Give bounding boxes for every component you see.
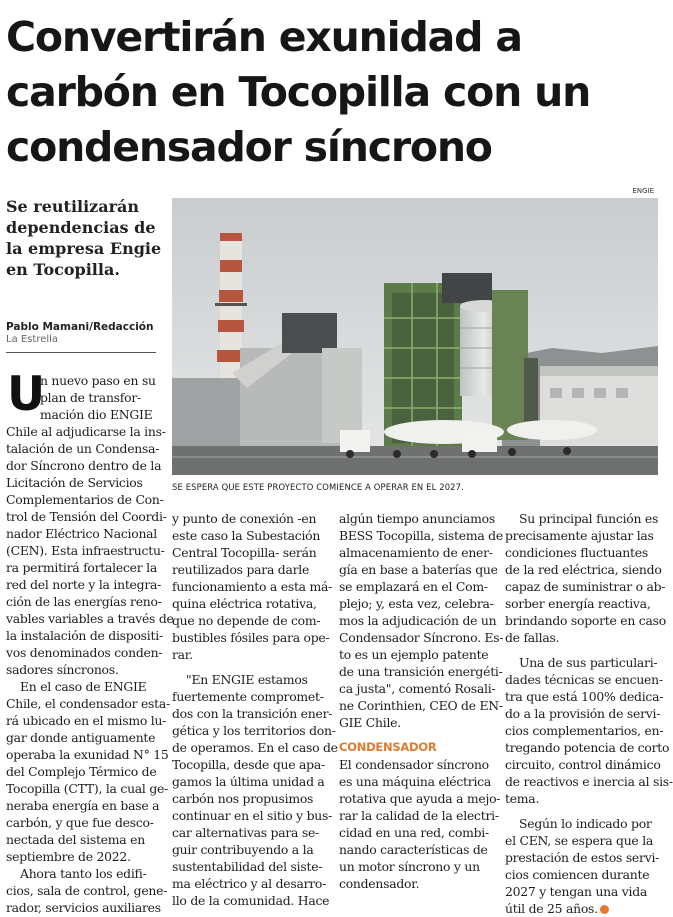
- article-column-2: [172, 510, 338, 909]
- article-text-line: rador, servicios auxiliares: [6, 900, 161, 915]
- article-text-line: brindando soporte en caso: [505, 613, 666, 628]
- article-text-line: plan de transfor-: [40, 390, 141, 405]
- article-text-line: ca justa", comentó Rosali-: [339, 681, 496, 696]
- article-text-line: funcionamiento a esta má-: [172, 579, 333, 594]
- article-text-line: dades técnicas se encuen-: [505, 672, 663, 687]
- article-text-line: red del norte y la integra-: [6, 577, 162, 592]
- paragraph-gap: [505, 807, 659, 815]
- photo-credit: ENGIE: [632, 187, 654, 195]
- article-text-line: bustibles fósiles para ope-: [172, 630, 330, 645]
- article-text-line: quina eléctrica rotativa,: [172, 596, 317, 611]
- article-text-line: guir contribuyendo a la: [172, 842, 314, 857]
- subhead-line: la empresa Engie: [6, 239, 162, 258]
- article-text-line: cios comiencen durante: [505, 867, 650, 882]
- article-text-line: de operamos. En el caso de: [172, 740, 338, 755]
- article-text-line: continuar en el sitio y bus-: [172, 808, 333, 823]
- headline-line-2: carbón en Tocopilla con un: [6, 68, 591, 116]
- paragraph-gap: [172, 663, 325, 671]
- article-text-line: Chile, el condensador esta-: [6, 696, 170, 711]
- article-text-line: útil de 25 años.: [505, 900, 659, 917]
- article-text-line: de reactivos e inercia al sis-: [505, 774, 673, 789]
- article-column-4: [505, 510, 673, 917]
- article-text-line: cios complementarios, en-: [505, 723, 664, 738]
- article-text-line: cios, sala de control, gene-: [6, 883, 168, 898]
- article-text-line: precisamente ajustar las: [505, 528, 654, 543]
- article-text-line: almacenamiento de ener-: [339, 545, 493, 560]
- article-text-line: nectada del sistema en: [6, 832, 145, 847]
- article-text-line: la instalación de dispositi-: [6, 628, 163, 643]
- article-text-line: carbón nos propusimos: [172, 791, 314, 806]
- article-text-line: plejo; y, esta vez, celebra-: [339, 596, 494, 611]
- article-text-line: trol de Tensión del Coordi-: [6, 509, 167, 524]
- article-text-line: ne Corinthien, CEO de EN-: [339, 698, 503, 713]
- article-text-line: Central Tocopilla- serán: [172, 545, 317, 560]
- section-title: CONDENSADOR: [339, 740, 437, 754]
- article-text-line: de una transición energéti-: [339, 664, 503, 679]
- article-text-line: el CEN, se espera que la: [505, 833, 654, 848]
- article-text-line: (CEN). Esta infraestructu-: [6, 543, 165, 558]
- article-text-line: car alternativas para se-: [172, 825, 319, 840]
- article-text-line: condiciones fluctuantes: [505, 545, 648, 560]
- headline: [6, 10, 658, 175]
- article-text-line: rá ubicado en el mismo lu-: [6, 713, 167, 728]
- article-text-line: es una máquina eléctrica: [339, 774, 491, 789]
- article-text-line: Una de sus particulari-: [519, 655, 658, 670]
- byline-outlet: La Estrella: [6, 334, 59, 345]
- article-text-line: gía en base a baterías que: [339, 562, 498, 577]
- article-text-line: ción de las energías reno-: [6, 594, 162, 609]
- article-text-line: Complementarios de Con-: [6, 492, 164, 507]
- byline-author: Pablo Mamani/Redacción: [6, 321, 154, 333]
- article-text-line: n nuevo paso en su: [40, 373, 156, 388]
- article-text-line: mos la adjudicación de un: [339, 613, 497, 628]
- article-text-line: gar donde antiguamente: [6, 730, 156, 745]
- article-text-line: Tocopilla, desde que apa-: [172, 757, 325, 772]
- article-text-line: Condensador Síncrono. Es-: [339, 630, 504, 645]
- power-plant-photo: [172, 198, 658, 475]
- drop-cap: U: [7, 367, 46, 422]
- article-text-line: rar.: [172, 647, 193, 662]
- article-text-line: mación dio ENGIE: [40, 407, 153, 422]
- subheadline: [6, 196, 166, 280]
- article-text-line: carbón, y que fue desco-: [6, 815, 154, 830]
- article-text-line: de la red eléctrica, siendo: [505, 562, 662, 577]
- byline: [6, 321, 156, 345]
- article-text-line: y punto de conexión -en: [172, 511, 317, 526]
- article-text-line: gética y los territorios don-: [172, 723, 336, 738]
- headline-line-3: condensador síncrono: [6, 123, 492, 171]
- article-text-line: llo de la comunidad. Hace: [172, 893, 330, 908]
- article-text-line: gamos la última unidad a: [172, 774, 325, 789]
- article-text-line: algún tiempo anunciamos: [339, 511, 495, 526]
- photo-caption: SE ESPERA QUE ESTE PROYECTO COMIENCE A OPERAR EN EL 2027.: [172, 482, 464, 492]
- article-text-line: prestación de estos servi-: [505, 850, 660, 865]
- article-text-line: neraba energía en base a: [6, 798, 160, 813]
- headline-line-1: Convertirán exunidad a: [6, 13, 522, 61]
- article-text-line: sadores síncronos.: [6, 662, 119, 677]
- article-text-line: "En ENGIE estamos: [186, 672, 308, 687]
- article-text-line: ma eléctrico y al desarro-: [172, 876, 327, 891]
- article-text-line: un motor síncrono y un: [339, 859, 480, 874]
- article-text-line: El condensador síncrono: [339, 757, 489, 772]
- subhead-line: Se reutilizarán: [6, 197, 140, 216]
- article-text-line: que no depende de com-: [172, 613, 321, 628]
- article-text-line: fuertemente compromet-: [172, 689, 324, 704]
- article-text-line: condensador.: [339, 876, 420, 891]
- article-text-line: to es un ejemplo patente: [339, 647, 489, 662]
- article-text-line: 2027 y tengan una vida: [505, 884, 648, 899]
- article-text-line: sorber energía reactiva,: [505, 596, 651, 611]
- article-text-line: este caso la Subestación: [172, 528, 321, 543]
- article-text-line: Su principal función es: [519, 511, 659, 526]
- article-text-line: Chile al adjudicarse la ins-: [6, 424, 166, 439]
- article-text-line: Según lo indicado por: [519, 816, 652, 831]
- article-text-line: tema.: [505, 791, 540, 806]
- article-text-line: rotativa que ayuda a mejo-: [339, 791, 501, 806]
- article-text-line: capaz de suministrar o ab-: [505, 579, 666, 594]
- subhead-line: en Tocopilla.: [6, 260, 120, 279]
- article-text-line: septiembre de 2022.: [6, 849, 131, 864]
- article-text-line: reutilizados para darle: [172, 562, 310, 577]
- article-text-line: se emplazará en el Com-: [339, 579, 488, 594]
- article-text-line: Tocopilla (CTT), la cual ge-: [6, 781, 169, 796]
- subhead-line: dependencias de: [6, 218, 156, 237]
- article-text-line: talación de un Condensa-: [6, 441, 160, 456]
- article-text-line: GIE Chile.: [339, 715, 401, 730]
- article-column-3: [339, 510, 504, 892]
- article-text-line: ra permitirá fortalecer la: [6, 560, 157, 575]
- article-text-line: tra que está 100% dedica-: [505, 689, 664, 704]
- article-text-line: tregando potencia de corto: [505, 740, 670, 755]
- article-text-line: sustentabilidad del siste-: [172, 859, 323, 874]
- article-text-line: Licitación de Servicios: [6, 475, 143, 490]
- article-text-line: nador Eléctrico Nacional: [6, 526, 158, 541]
- article-text-line: vos denominados conden-: [6, 645, 163, 660]
- article-column-1: [6, 367, 174, 916]
- article-text-line: do a la provisión de servi-: [505, 706, 661, 721]
- article-text-line: de fallas.: [505, 630, 560, 645]
- article-text-line: BESS Tocopilla, sistema de: [339, 528, 503, 543]
- article-text-line: operaba la exunidad N° 15: [6, 747, 169, 762]
- article-text-line: Ahora tanto los edifi-: [20, 866, 147, 881]
- byline-divider: [6, 352, 156, 353]
- article-text-line: dos con la transición ener-: [172, 706, 333, 721]
- paragraph-gap: [339, 731, 493, 739]
- article-text-line: nando características de: [339, 842, 488, 857]
- article-text-line: del Complejo Térmico de: [6, 764, 157, 779]
- article-text-line: En el caso de ENGIE: [20, 679, 147, 694]
- article-text-line: vables variables a través de: [6, 611, 174, 626]
- paragraph-gap: [505, 646, 659, 654]
- article-text-line: rar la calidad de la electri-: [339, 808, 499, 823]
- article-text-line: cidad en una red, combi-: [339, 825, 489, 840]
- article-text-line: dor Síncrono dentro de la: [6, 458, 162, 473]
- power-plant-illustration: [172, 198, 658, 475]
- article-text-line: circuito, control dinámico: [505, 757, 661, 772]
- end-of-article-icon: [600, 905, 609, 914]
